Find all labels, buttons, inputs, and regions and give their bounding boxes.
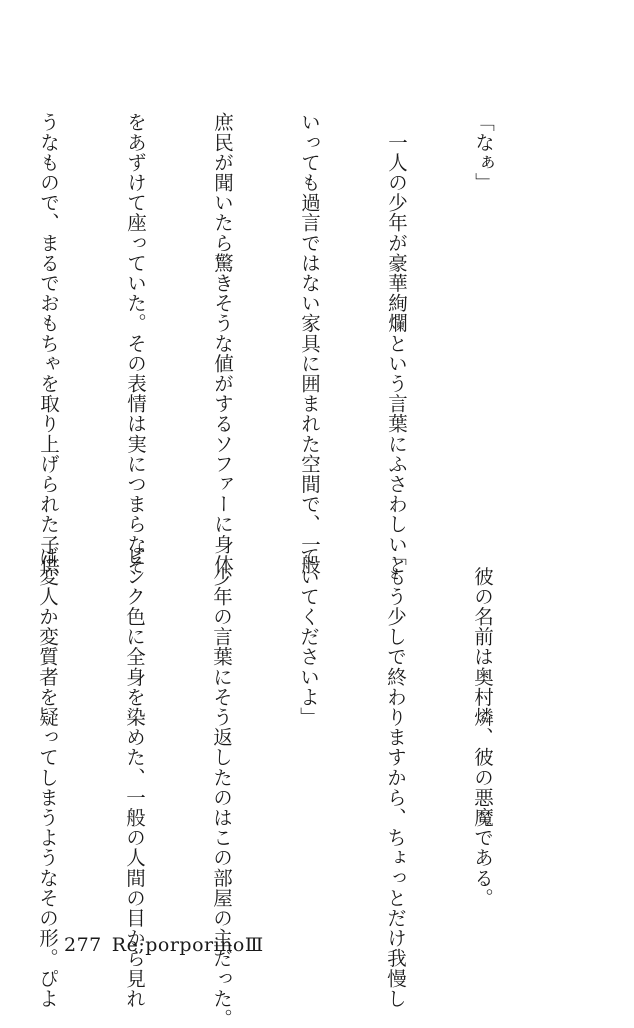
page-number: 277: [64, 934, 102, 956]
text-line: 彼の名前は奥村燐、彼の悪魔である。: [471, 546, 494, 908]
text-line: 一人の少年が豪華絢爛という言葉にふさわしいと: [385, 112, 408, 575]
text-line: ていてくださいよ」: [297, 546, 320, 727]
page-footer: [64, 934, 264, 956]
text-line: をあずけて座っていた。その表情は実につまらなそ: [124, 112, 147, 575]
text-line: 「なぁ」: [472, 112, 495, 193]
running-title: Re;porporinoⅢ: [111, 934, 264, 956]
text-line: いっても過言ではない家具に囲まれた空間で、一般: [298, 112, 321, 575]
text-line: 「もう少しで終わりますから、ちょっとだけ我慢し: [384, 546, 407, 1009]
text-line: ピンク色に全身を染めた、一般の人間の目から見れ: [123, 546, 146, 1009]
text-line: 少年の言葉にそう返したのはこの部屋の主だった。: [210, 546, 233, 1028]
text-line: うなもので、まるでおもちゃを取り上げられた子供: [37, 112, 60, 575]
text-line: ば変人か変質者を疑ってしまうようなその形。ぴよ: [36, 546, 59, 1009]
upper-text-block: [0, 112, 556, 575]
text-line: 庶民が聞いたら驚きそうな値がするソファーに身体: [211, 112, 234, 575]
